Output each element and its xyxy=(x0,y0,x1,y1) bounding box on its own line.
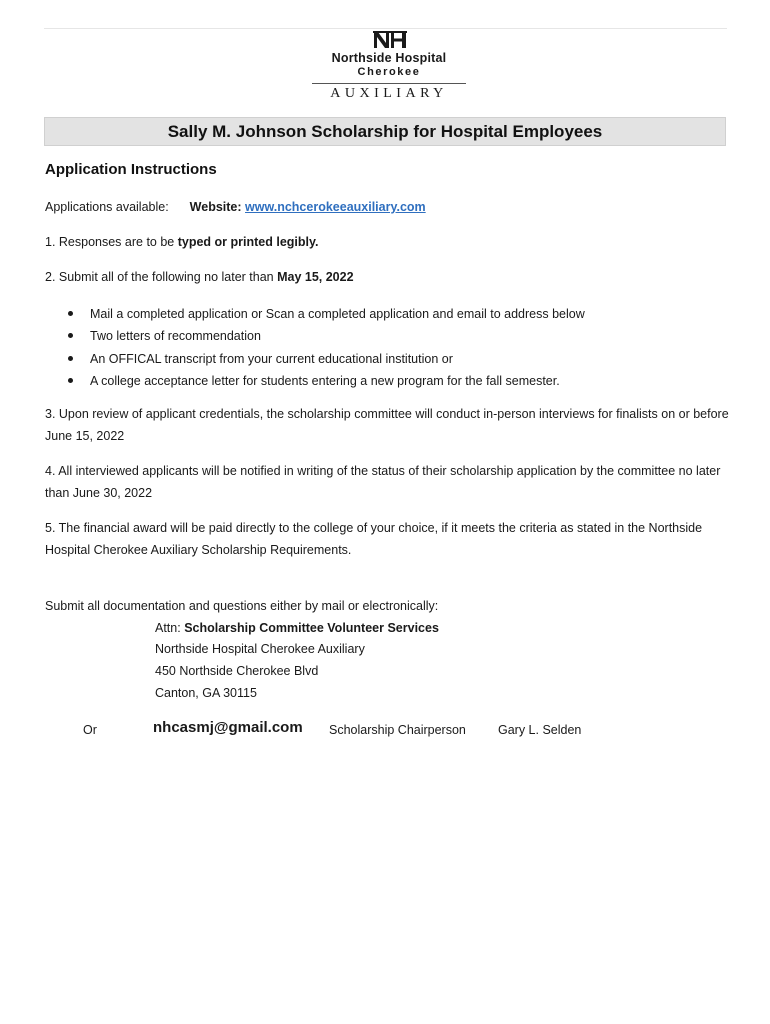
step-2-text: 2. Submit all of the following no later than xyxy=(45,270,278,284)
list-item-text: Mail a completed application or Scan a completed application and email to address below xyxy=(90,307,585,321)
list-item xyxy=(68,348,585,370)
auxiliary-logo xyxy=(306,30,472,102)
logo-location: Cherokee xyxy=(357,66,421,78)
bullet-icon xyxy=(68,378,73,383)
bullet-icon xyxy=(68,356,73,361)
step-4: 4. All interviewed applicants will be notified in writing of the status of their scholarship application by the committee no later than June 30, 2022 xyxy=(45,464,721,500)
list-item-text: An OFFICAL transcript from your current educational institution or xyxy=(90,351,453,366)
step-1 xyxy=(45,233,319,251)
availability-line xyxy=(45,198,426,216)
nh-monogram-icon xyxy=(372,30,408,50)
step-1-text: 1. Responses are to be xyxy=(45,235,178,249)
contact-email-text[interactable]: nhcasmj@gmail.com xyxy=(153,719,303,736)
contact-role: Scholarship Chairperson xyxy=(329,723,466,737)
attn-label: Attn: xyxy=(155,621,185,635)
list-item xyxy=(68,303,585,325)
or-label: Or xyxy=(83,723,97,737)
step-2 xyxy=(45,268,354,286)
list-item xyxy=(68,370,585,392)
contact-name: Gary L. Selden xyxy=(498,723,582,737)
list-item-text: A college acceptance letter for students entering a new program for the fall semester. xyxy=(90,373,560,388)
website-link[interactable]: www.nchcerokeeauxiliary.com xyxy=(245,200,426,214)
logo-hospital-name: Northside Hospital xyxy=(331,51,447,65)
bullet-icon xyxy=(68,333,73,338)
address-line-2: 450 Northside Cherokee Blvd xyxy=(155,664,319,678)
attn-name: Scholarship Committee Volunteer Services xyxy=(184,621,439,635)
address-line-3: Canton, GA 30115 xyxy=(155,686,257,700)
submit-intro: Submit all documentation and questions either by mail or electronically: xyxy=(45,599,439,613)
attn-line xyxy=(155,619,439,637)
top-divider xyxy=(44,28,727,29)
availability-label: Applications available: xyxy=(45,200,169,214)
step-2-deadline: May 15, 2022 xyxy=(277,270,354,284)
contact-email[interactable] xyxy=(153,718,303,738)
website-label: Website: xyxy=(189,200,242,214)
logo-auxiliary: AUXILIARY xyxy=(330,86,448,101)
list-item xyxy=(68,325,585,347)
address-line-1: Northside Hospital Cherokee Auxiliary xyxy=(155,642,365,656)
section-heading: Application Instructions xyxy=(45,161,217,178)
logo-divider xyxy=(312,83,466,84)
step-1-emphasis: typed or printed legibly. xyxy=(177,235,319,249)
bullet-icon xyxy=(68,311,73,316)
step-3: 3. Upon review of applicant credentials, the scholarship committee will conduct in-person interviews for finalists on or before June 15, 2022 xyxy=(45,407,729,443)
step-5: 5. The financial award will be paid directly to the college of your choice, if it meets the criteria as stated in the Northside Hospital Cherokee Auxiliary Scholarship Requirements. xyxy=(45,521,703,557)
document-title: Sally M. Johnson Scholarship for Hospital Employees xyxy=(44,117,726,146)
requirements-list xyxy=(68,303,585,392)
list-item-text: Two letters of recommendation xyxy=(90,329,261,344)
